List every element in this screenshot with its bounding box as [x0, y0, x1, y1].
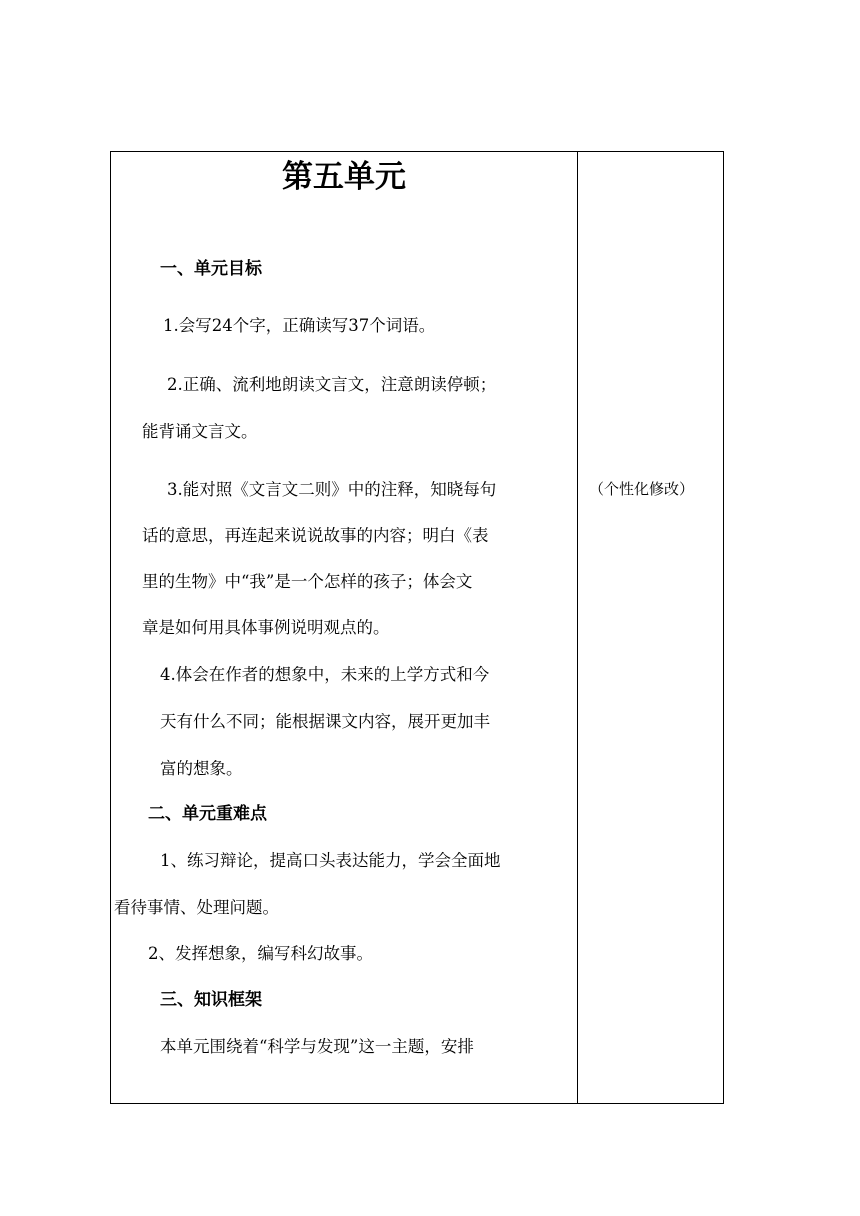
text-line: 能背诵文言文。: [142, 422, 258, 441]
section-heading-framework: 三、知识框架: [160, 990, 262, 1010]
text-line: 3.能对照《文言文二则》中的注释，知晓每句: [167, 480, 497, 499]
text-line: 里的生物》中“我”是一个怎样的孩子；体会文: [142, 572, 473, 591]
side-note: （个性化修改）: [589, 480, 695, 498]
section-heading-goals: 一、单元目标: [160, 259, 262, 279]
text-line: 看待事情、处理问题。: [114, 898, 279, 917]
text-line: 4.体会在作者的想象中，未来的上学方式和今: [160, 665, 490, 684]
text-line: 2.正确、流利地朗读文言文，注意朗读停顿；: [167, 375, 497, 394]
text-line: 2、发挥想象，编写科幻故事。: [148, 944, 373, 963]
text-line: 章是如何用具体事例说明观点的。: [142, 618, 390, 637]
section-heading-key-points: 二、单元重难点: [148, 804, 267, 824]
text-line: 本单元围绕着“科学与发现”这一主题，安排: [160, 1037, 474, 1056]
text-line: 天有什么不同；能根据课文内容，展开更加丰: [160, 712, 490, 731]
column-divider: [577, 151, 578, 1104]
page-title: 第五单元: [282, 159, 406, 195]
text-line: 1.会写24个字，正确读写37个词语。: [163, 316, 436, 335]
text-line: 富的想象。: [160, 759, 243, 778]
text-line: 1、练习辩论，提高口头表达能力，学会全面地: [160, 851, 501, 870]
text-line: 话的意思，再连起来说说故事的内容；明白《表: [142, 526, 489, 545]
